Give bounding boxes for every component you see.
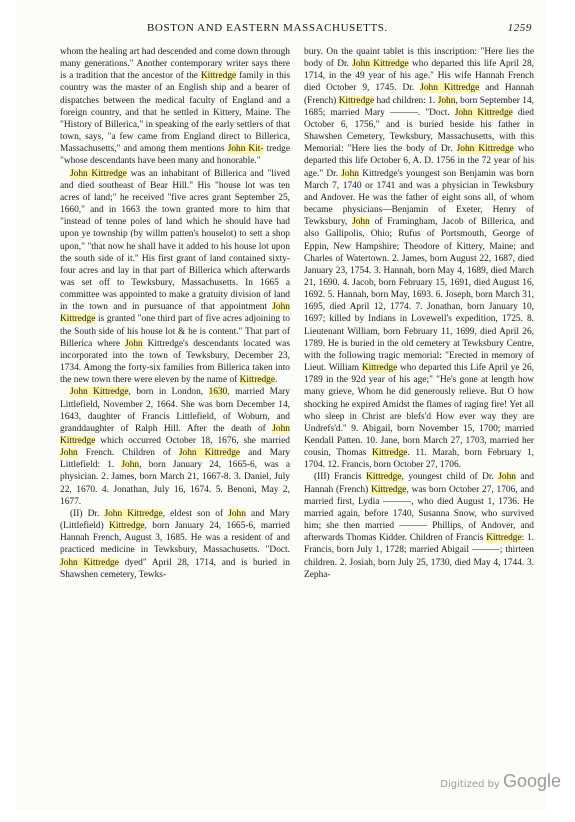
highlighted-term: John [60,448,78,459]
paragraph [60,168,290,387]
text-run: and Hannah (French) [304,83,534,106]
paragraph [60,46,290,168]
text-run: of Framingham, Jacob of Billerica, and also Gallipolis, Ohio; Rufus of Portsmouth, George of Eppin, New Hampshire; Theodore of Kittery, Maine; and Charles of Watertown. 2. James, born August 22, 1687, died January 23, 1754. 3. Hannah, born May 4, 1689, died March 21, 1690. 4. Jacob, born February 15, 1691, died August 16, 1692. 5. Hannah, born May, 1693. 6. Joseph, born March 31, 1695, died April 12, 1774. 7. Jonathan, born January 10, 1697; killed by Indians in Lovewell's expedition, 1725. 8. Lieutenant William, born February 11, 1699, died April 26, 1789. He is buried in the old cemetery at Tewksbury Centre, with the following tragic memorial: "Erected in memory of Lieut. William [304,217,534,374]
digitized-by-google-watermark [440,771,561,792]
highlighted-term: Kittredge [366,472,402,483]
text-run: , youngest child of Dr. [401,472,499,483]
text-run: who departed this life October 6, A. D. 1756 in the 72 year of his age." Dr. [304,144,534,179]
text-run: who departed this life April 28, 1714, in the 49 year of his age." His wife Hannah French died October 9, 1745. Dr. [304,59,535,94]
text-run: : 1. Francis, born July 1, 1728; married Abigail ———; thirteen children. 2. Josiah, born July 25, 1730, died May 4, 1744. 3. Zepha- [304,533,534,580]
highlighted-term: Kittredge [372,448,408,459]
text-run: Kittredge's youngest son Benjamin was born March 7, 1740 or 1741 and was a physician in Tewksbury and Andover. He was the father of eight sons all, of whom became physicians—Benjamin of Exeter, Henry of Tewksbury, [304,168,534,228]
text-run: bury. On the quaint tablet is this inscription: "Here lies the body of Dr. [304,47,534,70]
text-run: whom the healing art had descended and come down through many generations." Another contemporary writer says there is a tradition that the ancestor of the [60,47,290,82]
watermark-prefix: Digitized by [440,779,500,790]
text-run: . 11. Marah, born February 1, 1704. 12. Francis, born October 27, 1706. [304,448,534,471]
text-run: and Hannah (French) [304,472,534,495]
highlighted-term: John [228,508,246,519]
highlighted-term: John [498,472,516,483]
highlighted-term: Kittredge [338,95,375,106]
text-run: . [275,375,278,386]
paragraph [60,508,290,581]
book-page [16,0,546,810]
highlighted-term: John Kittredge [60,423,290,446]
highlighted-term: 1630 [208,387,228,398]
text-run: Kittredge's descendants located was incorporated into the town of Tewksbury, December 23, 1734. Among the forty-six families from Billerica taken into the new town there were eleven by the name of [60,338,290,386]
highlighted-term: John Kittredge [352,59,409,70]
text-run: is granted "one third part of five acres adjoining to the South side of his house lot & he is content." That part of Billerica where [60,314,290,349]
highlighted-term: John [341,168,359,179]
text-run: (III) Francis [314,472,367,483]
text-run: who departed this Life April ye 26, 1789 in the 92d year of his age;" "He's gone at length how many grieve, Whom he did generously relieve. But O how shocking he expired Amidst the flames of raging fire! Yet all who sleep in Christ are blefs'd How ever way they are Undrefs'd." 9. Abigail, born November 15, 1700; married Kendall Patten. 10. Jane, born March 27, 1703, married her cousin, Thomas [304,363,534,459]
text-run: , born January 24, 1665-6, married Hannah French, August 3, 1685. He was a resident of and practiced medicine in Tewksbury, Massachusetts. "Doct. [60,521,290,556]
highlighted-term: John [437,95,456,106]
text-run: and Mary Littlefield: 1. [60,448,291,471]
left-column [60,46,290,581]
text-run: , was born October 27, 1706, and married first, Lydia ———, who died August 1, 1736. He married again, before 1740, Susanna Snow, who survived him; she then married ——— Phillips, of Andover, and afterwards Thomas Kidder. Children of Francis [304,484,534,544]
highlighted-term: John Kittredge [454,107,513,118]
highlighted-term: John Kittredge [70,387,129,398]
text-run: was an inhabitant of Billerica and "lived and died southeast of Bear Hill." His "house lot was ten acres of land;" he received "five acres grant September 25, 1660," and in 1663 the town granted more to him that "instead of tenne poles of land which he should have had upon ye township (by willm patten's houselot) to sett a shop upon," "that now he shall have it added to his house lot upon the south side of it." His first grant of land contained sixty-four acres and lay in that part of Billerica which afterwards was set off to Tewksbury, Massachusetts. In 1665 a committee was appointed to make a gratuity division of land in the town and in pursuance of that appointment [60,168,290,313]
highlighted-term: John Kittredge [104,508,163,519]
highlighted-term: Kittredge [486,533,522,544]
google-logo-text: Google [502,771,561,791]
text-run: , born in London, [128,387,209,398]
page-number: 1259 [507,22,532,34]
text-run: had children: 1. [374,95,438,106]
paragraph [304,471,534,580]
highlighted-term: Kittredge [361,363,398,374]
highlighted-term: John Kittredge [70,168,127,179]
right-column [304,46,534,581]
text-run: family in this country was the master of an English ship and a bearer of dispatches between the medical faculty of England and a foreign country, and that he settled in Kittery, Maine. The "History of Billerica," in speaking of the early settlers of that town, says, "a few came from England direct to Billerica, Massachusetts," and among them mentions [60,71,291,155]
text-run: and Mary (Littlefield) [60,508,290,532]
running-title: BOSTON AND EASTERN MASSACHUSETTS. [147,22,388,34]
text-run: (II) Dr. [70,508,105,519]
highlighted-term: John [352,217,370,228]
highlighted-term: Kittredge [371,484,407,495]
highlighted-term: John Kittredge [60,557,119,568]
text-run: , married Mary Littlefield, November 2, 1664. She was born December 14, 1643, daughter of Francis Littlefield, of Woburn, and granddaughter of Ralph Hill. After the death of [60,387,290,434]
text-run: dyed" April 28, 1714, and is buried in Shawshen cemetery, Tewks- [60,557,290,580]
paragraph [304,46,534,471]
text-run: , born September 14, 1685; married Mary ———. "Doct. [304,95,535,118]
highlighted-term: Kittredge [200,71,237,82]
paragraph [60,386,290,508]
highlighted-term: John Kittredge [60,302,290,325]
text-run: , born January 24, 1665-6, was a physician. 2. James, born March 21, 1667-8. 3. Daniel, July 22, 1670. 4. Jonathan, July 16, 1674. 5. Benoni, May 2, 1677. [60,460,291,507]
highlighted-term: Kittredge [239,375,276,386]
text-run: , eldest son of [162,508,229,519]
highlighted-term: John Kit- [227,144,264,155]
highlighted-term: John Kittredge [456,144,514,155]
highlighted-term: John Kittredge [178,448,241,459]
highlighted-term: John Kittredge [420,83,480,94]
text-run: tredge "whose descendants have been many and honorable." [60,144,291,167]
highlighted-term: Kittredge [109,521,145,532]
text-run: which occurred October 18, 1676, she married [95,436,290,446]
text-run: died October 6, 1756," and is buried beside his father in Shawshen Cemetery, Tewksbury, Massachusetts, with this Memorial: "Here lies the body of Dr. [304,107,534,155]
text-run: French. Children of [77,448,179,459]
highlighted-term: John [121,460,140,471]
highlighted-term: John [124,338,143,349]
